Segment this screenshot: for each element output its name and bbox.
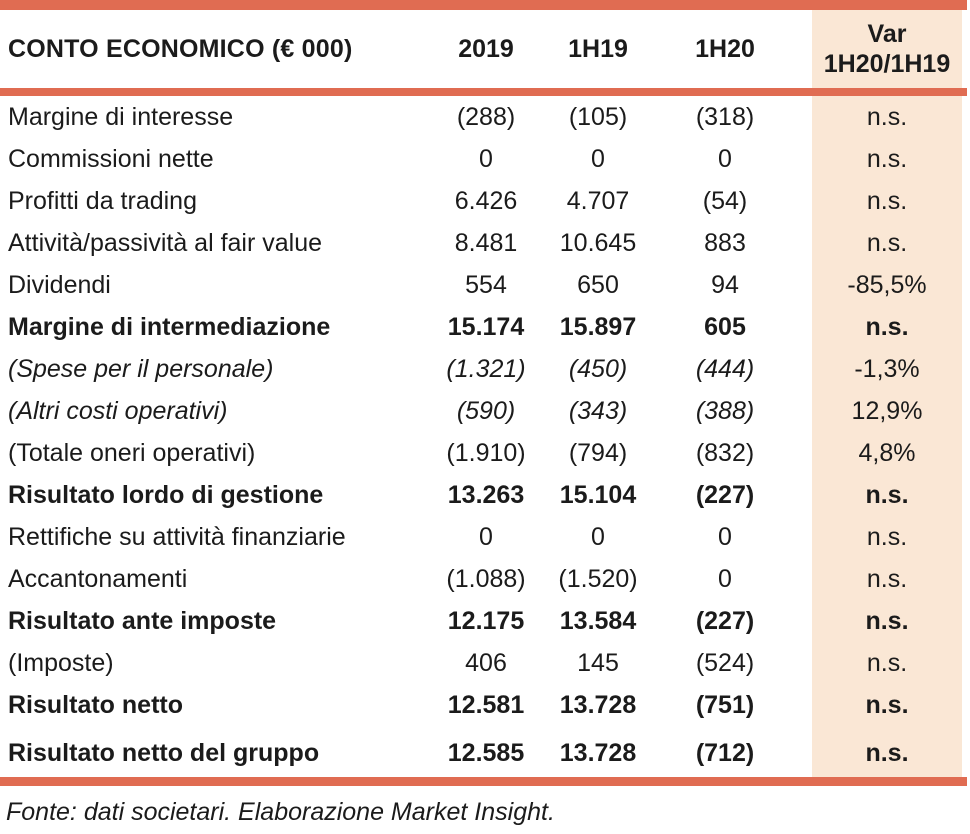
- value-2019: (1.321): [446, 354, 526, 383]
- value-2019: 12.175: [447, 606, 525, 635]
- value-var: n.s.: [812, 558, 962, 600]
- value-1h19: 145: [577, 648, 619, 677]
- value-1h20: 605: [704, 312, 746, 341]
- value-2019: 12.581: [447, 690, 525, 719]
- value-1h20: (712): [695, 739, 755, 767]
- value-var: -1,3%: [812, 348, 962, 390]
- column-gap: [796, 306, 812, 348]
- column-gap: [796, 390, 812, 432]
- value-1h19: 0: [591, 144, 605, 173]
- column-gap: [796, 264, 812, 306]
- row-label: Rettifiche su attività finanziarie: [8, 522, 346, 551]
- value-1h19: (105): [568, 102, 628, 131]
- table-row: [0, 600, 967, 642]
- value-var: 4,8%: [812, 432, 962, 474]
- table-row: [0, 180, 967, 222]
- value-2019: 12.585: [447, 739, 525, 767]
- value-var: n.s.: [812, 684, 962, 726]
- column-header-1h20: 1H20: [695, 34, 755, 63]
- value-1h20: 883: [704, 228, 746, 257]
- row-label: Margine di interesse: [8, 102, 234, 131]
- value-2019: 6.426: [454, 186, 518, 215]
- value-var: n.s.: [812, 726, 962, 777]
- column-gap: [796, 432, 812, 474]
- source-note: Fonte: dati societari. Elaborazione Market Insight.: [6, 798, 555, 826]
- row-label: Dividendi: [8, 270, 111, 299]
- value-1h19: 13.584: [559, 606, 637, 635]
- table-row: [0, 558, 967, 600]
- value-2019: (1.088): [446, 564, 526, 593]
- table-row: [0, 222, 967, 264]
- value-1h19: 650: [577, 270, 619, 299]
- value-var: n.s.: [812, 516, 962, 558]
- value-2019: 554: [465, 270, 507, 299]
- right-pad: [962, 558, 967, 600]
- value-1h20: (54): [702, 186, 748, 215]
- row-label: Attività/passività al fair value: [8, 228, 323, 257]
- value-1h20: (227): [695, 606, 755, 635]
- value-1h20: 0: [718, 522, 732, 551]
- table-row: [0, 96, 967, 138]
- right-pad: [962, 138, 967, 180]
- column-gap: [796, 558, 812, 600]
- column-gap: [796, 516, 812, 558]
- row-label: Accantonamenti: [8, 564, 188, 593]
- value-1h19: (343): [568, 396, 628, 425]
- right-pad: [962, 222, 967, 264]
- var-header-line1: Var: [867, 20, 907, 48]
- value-1h20: 94: [711, 270, 739, 299]
- value-var: n.s.: [812, 306, 962, 348]
- value-1h19: 10.645: [559, 228, 637, 257]
- column-gap: [796, 222, 812, 264]
- value-2019: (590): [456, 396, 516, 425]
- value-2019: 13.263: [447, 480, 525, 509]
- right-pad: [962, 684, 967, 726]
- row-label: (Imposte): [8, 648, 114, 677]
- value-1h20: (227): [695, 480, 755, 509]
- table-row: [0, 474, 967, 516]
- column-gap: [796, 474, 812, 516]
- value-1h19: (450): [568, 354, 628, 383]
- value-var: n.s.: [812, 96, 962, 138]
- value-1h20: (318): [695, 102, 755, 131]
- table-row: [0, 264, 967, 306]
- table-row: [0, 684, 967, 726]
- value-1h19: (794): [568, 438, 628, 467]
- column-gap: [796, 10, 812, 88]
- row-label: (Altri costi operativi): [8, 396, 228, 425]
- value-2019: (288): [456, 102, 516, 131]
- value-1h20: (388): [695, 396, 755, 425]
- value-1h19: 0: [591, 522, 605, 551]
- value-var: 12,9%: [812, 390, 962, 432]
- column-gap: [796, 600, 812, 642]
- right-pad: [962, 600, 967, 642]
- table-row: [0, 306, 967, 348]
- row-label: Margine di intermediazione: [8, 312, 331, 341]
- value-2019: (1.910): [446, 438, 526, 467]
- column-gap: [796, 684, 812, 726]
- right-pad: [962, 306, 967, 348]
- value-2019: 8.481: [454, 228, 518, 257]
- value-1h20: (751): [695, 690, 755, 719]
- right-pad: [962, 730, 967, 777]
- right-pad: [962, 390, 967, 432]
- right-pad: [962, 264, 967, 306]
- column-gap: [796, 96, 812, 138]
- column-header-var: [812, 10, 962, 88]
- value-1h20: (832): [695, 438, 755, 467]
- value-1h20: (444): [695, 354, 755, 383]
- table-row: [0, 516, 967, 558]
- value-1h19: 15.104: [559, 480, 637, 509]
- right-pad: [962, 348, 967, 390]
- table-header-row: [0, 10, 967, 88]
- value-1h19: 15.897: [559, 312, 637, 341]
- right-pad: [962, 516, 967, 558]
- row-label: Commissioni nette: [8, 144, 214, 173]
- table-row: [0, 390, 967, 432]
- value-1h20: 0: [718, 564, 732, 593]
- table-top-border: [0, 0, 967, 10]
- row-label: Profitti da trading: [8, 186, 197, 215]
- column-header-1h19: 1H19: [568, 34, 628, 63]
- right-pad: [962, 432, 967, 474]
- row-label: Risultato netto del gruppo: [8, 739, 320, 767]
- row-label: Risultato ante imposte: [8, 606, 277, 635]
- column-gap: [796, 642, 812, 684]
- value-1h20: (524): [695, 648, 755, 677]
- right-pad: [962, 96, 967, 138]
- table-bottom-border: [0, 777, 967, 786]
- column-gap: [796, 180, 812, 222]
- table-row: [0, 432, 967, 474]
- column-gap: [796, 138, 812, 180]
- row-label: (Totale oneri operativi): [8, 438, 256, 467]
- value-1h19: 13.728: [559, 690, 637, 719]
- header-divider: [0, 88, 967, 96]
- row-label: Risultato netto: [8, 690, 183, 719]
- right-pad: [962, 474, 967, 516]
- value-var: n.s.: [812, 180, 962, 222]
- value-1h20: 0: [718, 144, 732, 173]
- table-row: [0, 138, 967, 180]
- table-row: [0, 726, 967, 777]
- right-pad: [962, 10, 967, 88]
- value-2019: 0: [479, 522, 493, 551]
- value-1h19: 4.707: [566, 186, 630, 215]
- value-var: n.s.: [812, 600, 962, 642]
- row-label: (Spese per il personale): [8, 354, 274, 383]
- value-2019: 406: [465, 648, 507, 677]
- value-2019: 15.174: [447, 312, 525, 341]
- table-title: CONTO ECONOMICO (€ 000): [8, 34, 353, 63]
- value-var: -85,5%: [812, 264, 962, 306]
- column-gap: [796, 730, 812, 777]
- value-var: n.s.: [812, 138, 962, 180]
- value-2019: 0: [479, 144, 493, 173]
- table-row: [0, 348, 967, 390]
- value-var: n.s.: [812, 222, 962, 264]
- var-header-line2: 1H20/1H19: [823, 50, 951, 78]
- right-pad: [962, 642, 967, 684]
- column-header-2019: 2019: [458, 34, 514, 63]
- table-body: [0, 96, 967, 777]
- value-1h19: (1.520): [558, 564, 638, 593]
- value-var: n.s.: [812, 474, 962, 516]
- row-label: Risultato lordo di gestione: [8, 480, 324, 509]
- right-pad: [962, 180, 967, 222]
- table-row: [0, 642, 967, 684]
- column-gap: [796, 348, 812, 390]
- value-var: n.s.: [812, 642, 962, 684]
- value-1h19: 13.728: [559, 739, 637, 767]
